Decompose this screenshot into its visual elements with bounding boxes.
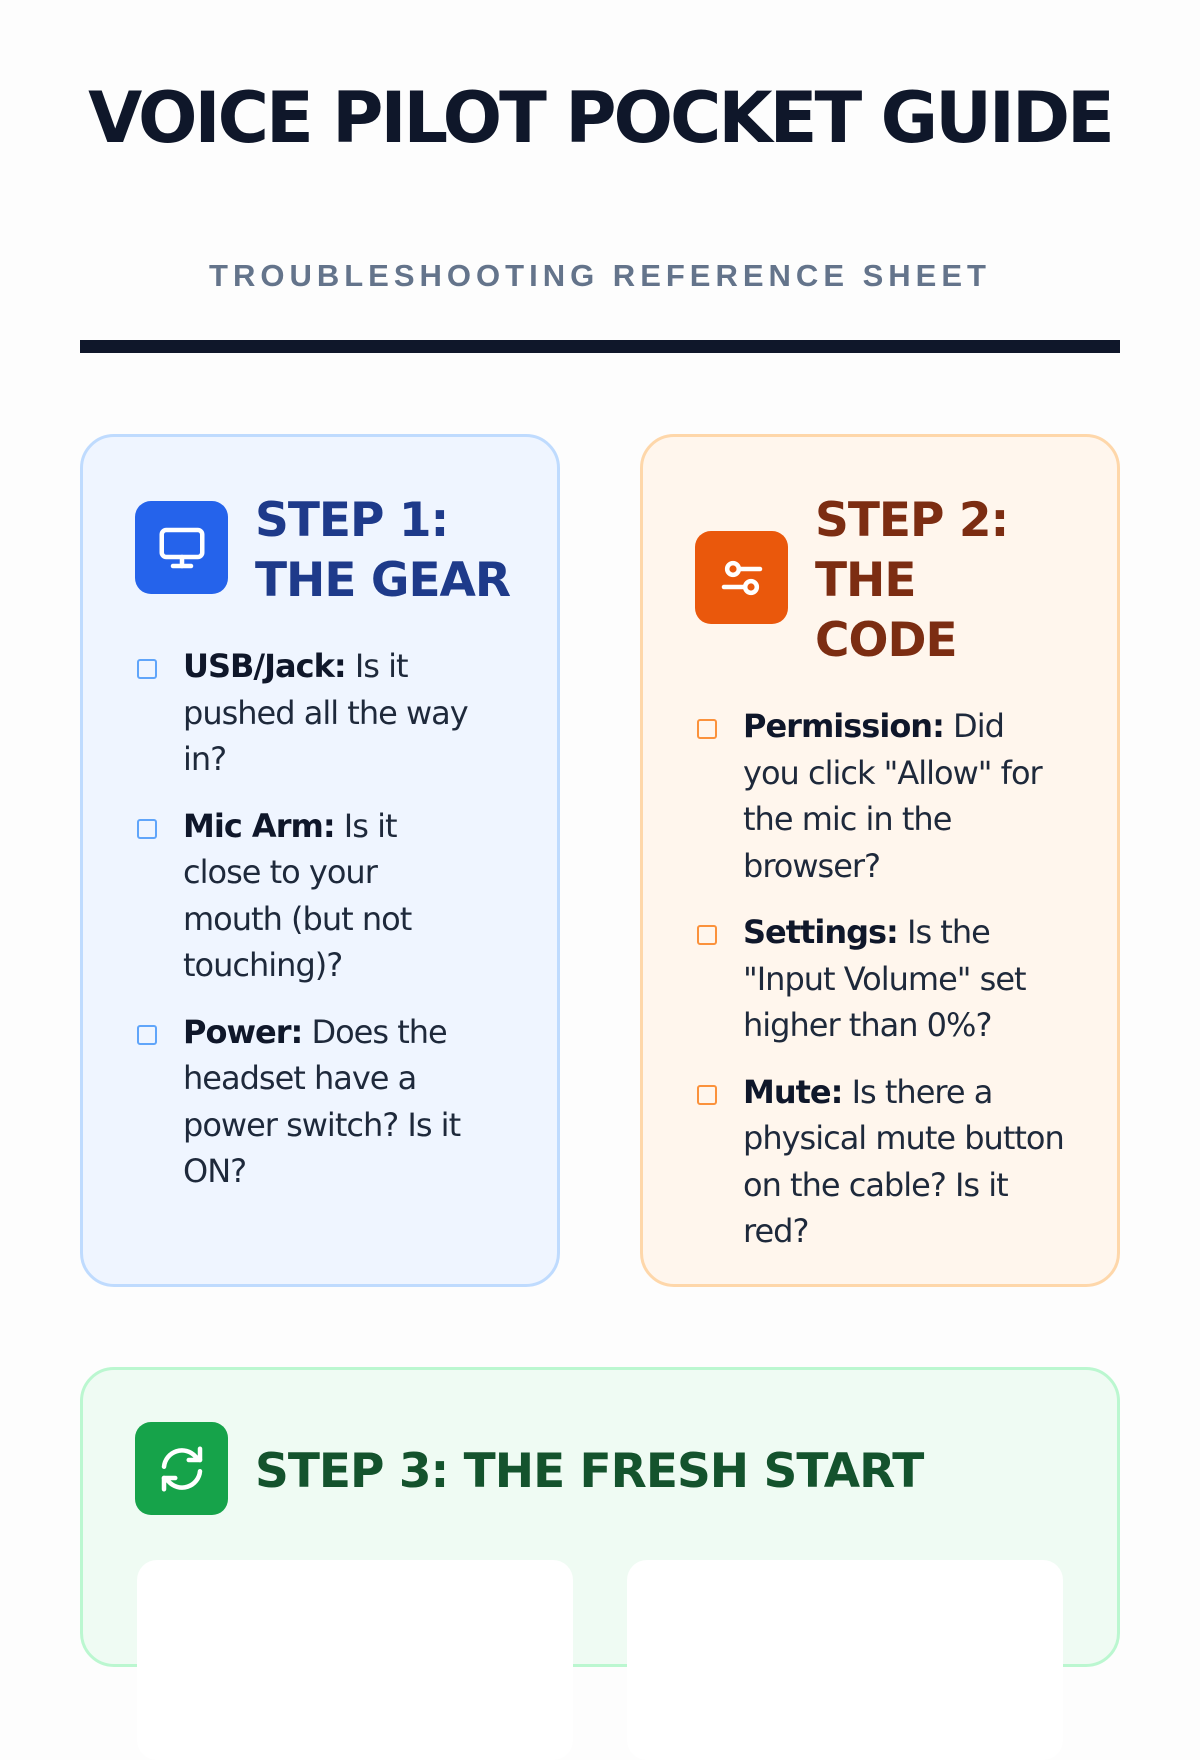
step1-heading: STEP 1: THE GEAR [255, 493, 511, 608]
step2-checklist [697, 703, 1067, 1275]
checklist-item [697, 1069, 1067, 1255]
page-subtitle: TROUBLESHOOTING REFERENCE SHEET [209, 258, 991, 293]
step3-panel-right [627, 1560, 1063, 1760]
checkbox[interactable] [137, 1025, 157, 1045]
step1-card [80, 434, 560, 1287]
checkbox[interactable] [697, 1085, 717, 1105]
item-label: Settings: [743, 913, 898, 951]
checkbox[interactable] [137, 659, 157, 679]
item-text: Is there a physical mute button on the cable? Is it red? [743, 1072, 1064, 1250]
sliders-icon [695, 531, 788, 624]
item-text: Is it close to your mouth (but not touching)? [183, 806, 412, 984]
checkbox[interactable] [697, 719, 717, 739]
step3-panel-left [137, 1560, 573, 1760]
step2-card [640, 434, 1120, 1287]
item-label: Mute: [743, 1072, 843, 1111]
step2-heading: STEP 2: THE CODE [815, 493, 1009, 668]
header-divider [80, 340, 1120, 353]
checkbox[interactable] [137, 819, 157, 839]
checklist-item [137, 1009, 477, 1195]
checklist-item [137, 643, 477, 783]
checklist-item [697, 703, 1067, 889]
checklist-item [697, 909, 1067, 1049]
item-label: USB/Jack: [183, 647, 346, 685]
checkbox[interactable] [697, 925, 717, 945]
item-text: Did you click "Allow" for the mic in the browser? [743, 707, 1042, 885]
item-text: Is the "Input Volume" set higher than 0%? [743, 913, 1026, 1044]
checklist-item [137, 803, 477, 989]
step1-checklist [137, 643, 477, 1215]
item-label: Mic Arm: [183, 806, 335, 845]
item-label: Permission: [743, 707, 944, 745]
step3-card [80, 1367, 1120, 1667]
refresh-icon [135, 1422, 228, 1515]
monitor-icon [135, 501, 228, 594]
item-label: Power: [183, 1012, 303, 1051]
step3-heading: STEP 3: THE FRESH START [255, 1444, 924, 1499]
item-text: Does the headset have a power switch? Is it ON? [183, 1012, 461, 1190]
page-title: VOICE PILOT POCKET GUIDE [88, 77, 1112, 159]
item-text: Is it pushed all the way in? [183, 647, 468, 778]
